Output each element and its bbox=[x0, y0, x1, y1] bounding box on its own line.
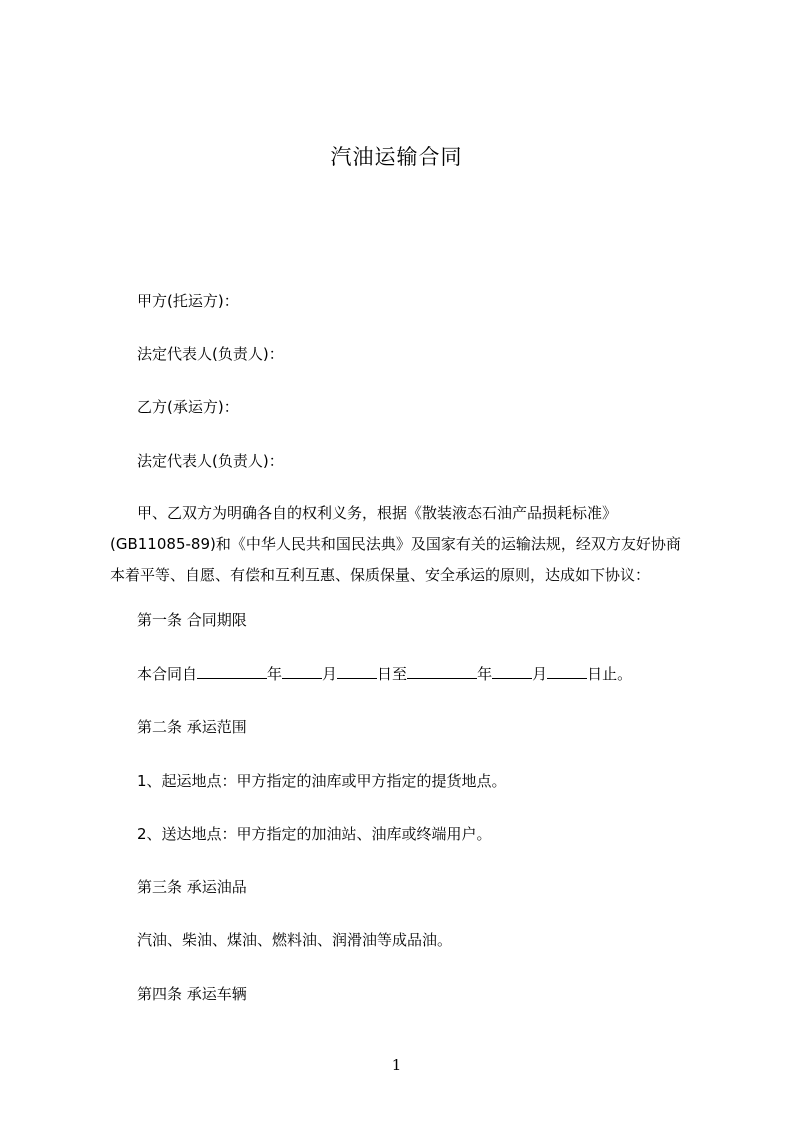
end-year-blank bbox=[407, 662, 477, 679]
intro-line-1: 甲、乙双方为明确各自的权利义务，根据《散装液态石油产品损耗标准》 bbox=[137, 504, 618, 522]
term-day-2: 日止。 bbox=[587, 665, 633, 683]
party-b-representative-label: 法定代表人(负责人)： bbox=[137, 452, 284, 470]
article-3-content: 汽油、柴油、煤油、燃料油、润滑油等成品油。 bbox=[137, 931, 453, 949]
term-year-1: 年 bbox=[267, 665, 283, 683]
party-a-representative-label: 法定代表人(负责人)： bbox=[137, 345, 284, 363]
article-1-heading: 第一条 合同期限 bbox=[137, 611, 247, 629]
end-day-blank bbox=[547, 662, 587, 679]
contract-term-line bbox=[137, 662, 632, 685]
start-day-blank bbox=[337, 662, 377, 679]
term-month-1: 月 bbox=[322, 665, 338, 683]
article-2-item-2: 2、送达地点：甲方指定的加油站、油库或终端用户。 bbox=[137, 825, 492, 843]
intro-paragraph bbox=[110, 498, 720, 591]
intro-line-3: 本着平等、自愿、有偿和互利互惠、保质保量、安全承运的原则，达成如下协议： bbox=[110, 566, 651, 584]
party-a-label: 甲方(托运方)： bbox=[137, 292, 239, 310]
term-day-1: 日至 bbox=[377, 665, 408, 683]
article-2-heading: 第二条 承运范围 bbox=[137, 718, 247, 736]
start-year-blank bbox=[197, 662, 267, 679]
party-b-label: 乙方(承运方)： bbox=[137, 398, 239, 416]
page-title: 汽油运输合同 bbox=[330, 145, 463, 169]
article-3-heading: 第三条 承运油品 bbox=[137, 878, 247, 896]
term-year-2: 年 bbox=[477, 665, 493, 683]
start-month-blank bbox=[282, 662, 322, 679]
term-prefix: 本合同自 bbox=[137, 665, 198, 683]
end-month-blank bbox=[492, 662, 532, 679]
article-4-heading: 第四条 承运车辆 bbox=[137, 985, 247, 1003]
term-month-2: 月 bbox=[532, 665, 548, 683]
article-2-item-1: 1、起运地点：甲方指定的油库或甲方指定的提货地点。 bbox=[137, 772, 507, 790]
intro-line-2: (GB11085-89)和《中华人民共和国民法典》及国家有关的运输法规，经双方友好协商 bbox=[110, 535, 681, 553]
page-number: 1 bbox=[391, 1056, 402, 1074]
